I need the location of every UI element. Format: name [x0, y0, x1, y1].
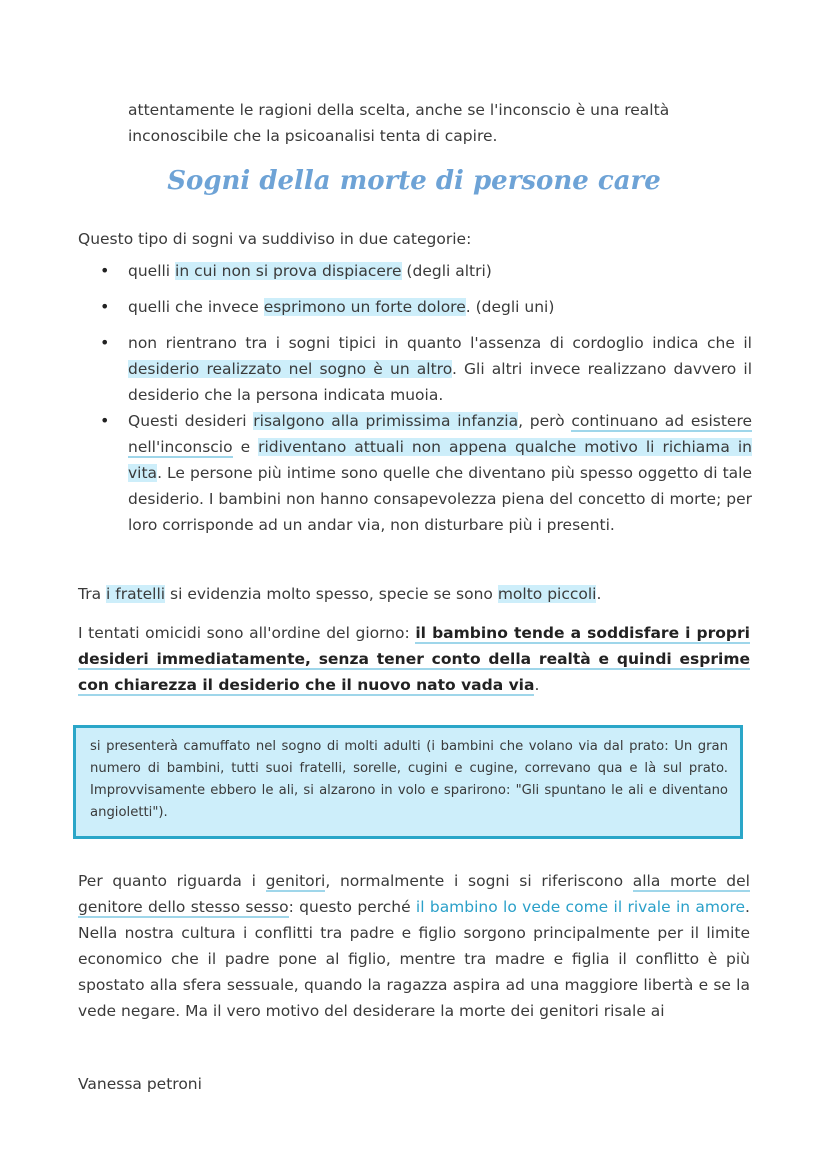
blue-text: il bambino lo vede come il rivale in amore: [415, 898, 746, 916]
section-title: Sogni della morte di persone care: [167, 166, 661, 196]
underline: genitori: [265, 872, 326, 890]
highlight: i fratelli: [106, 585, 166, 603]
underline: continuano ad esistere nell'inconscio: [128, 412, 753, 456]
intro-line-2: inconoscibile che la psicoanalisi tenta di capire.: [128, 127, 498, 145]
highlight: molto piccoli: [497, 585, 597, 603]
highlight: ridiventano attuali non appena qualche motivo li richiama in vita: [128, 438, 752, 482]
genitori-paragraph: Per quanto riguarda i genitori, normalmente i sogni si riferiscono alla morte del genitore dello stesso sesso: questo perché il bambino lo vede come il rivale in amore. Nella nostra cultura i conflitti tra padre e figlio sorgono principalmente per il limite economico che il padre pone al figlio, mentre tra madre e figlia il conflitto è più spostato alla sfera sessuale, quando la ragazza aspira ad una maggiore libertà e se la vede negare. Ma il vero motivo del desiderare la morte dei genitori risale ai: [78, 872, 750, 1020]
bullet-item-4: • Questi desideri risalgono alla primissima infanzia, però continuano ad esistere nell'inconscio e ridiventano attuali non appena qualche motivo li richiama in vita. Le persone più intime sono quelle che diventano più spesso oggetto di tale desiderio. I bambini non hanno consapevolezza piena del concetto di morte; per loro corrisponde ad un andar via, non disturbare più i presenti.: [100, 408, 752, 538]
bullet-item-2: • quelli che invece esprimono un forte dolore. (degli uni): [100, 294, 752, 320]
omicidi-paragraph: I tentati omicidi sono all'ordine del giorno: il bambino tende a soddisfare i propri desideri immediatamente, senza tener conto della realtà e quindi esprime con chiarezza il desiderio che il nuovo nato vada via.: [78, 624, 750, 694]
intro-line-1: attentamente le ragioni della scelta, anche se l'inconscio è una realtà: [128, 101, 670, 119]
bullet-item-3: • non rientrano tra i sogni tipici in quanto l'assenza di cordoglio indica che il desiderio realizzato nel sogno è un altro. Gli altri invece realizzano davvero il desiderio che la persona indicata muoia.: [100, 330, 752, 408]
intro-paragraph: [128, 97, 750, 149]
underline-bold: il bambino tende a soddisfare i propri desideri immediatamente, senza tener conto della realtà e quindi esprime con chiarezza il desiderio che il nuovo nato vada via: [78, 624, 750, 694]
highlight: desiderio realizzato nel sogno è un altro: [128, 360, 452, 378]
quote-box: si presenterà camuffato nel sogno di molti adulti (i bambini che volano via dal prato: Un gran numero di bambini, tutti suoi fratelli, sorelle, cugini e cugine, correvano qua e là sul prato. Improvvisamente ebbero le ali, si alzarono in volo e sparirono: "Gli spuntano le ali e diventano angioletti").: [73, 725, 743, 839]
bullet-item-1: • quelli in cui non si prova dispiacere (degli altri): [100, 258, 752, 284]
highlight: risalgono alla primissima infanzia: [253, 412, 519, 430]
fratelli-paragraph: Tra i fratelli si evidenzia molto spesso, specie se sono molto piccoli.: [78, 585, 602, 603]
footer-author: Vanessa petroni: [78, 1075, 202, 1093]
highlight: in cui non si prova dispiacere: [175, 262, 402, 280]
bullet-list: [100, 258, 752, 538]
underline: alla morte del genitore dello stesso sesso: [78, 872, 750, 916]
highlight: esprimono un forte dolore: [263, 298, 466, 316]
lead-paragraph: Questo tipo di sogni va suddiviso in due categorie:: [78, 230, 472, 248]
